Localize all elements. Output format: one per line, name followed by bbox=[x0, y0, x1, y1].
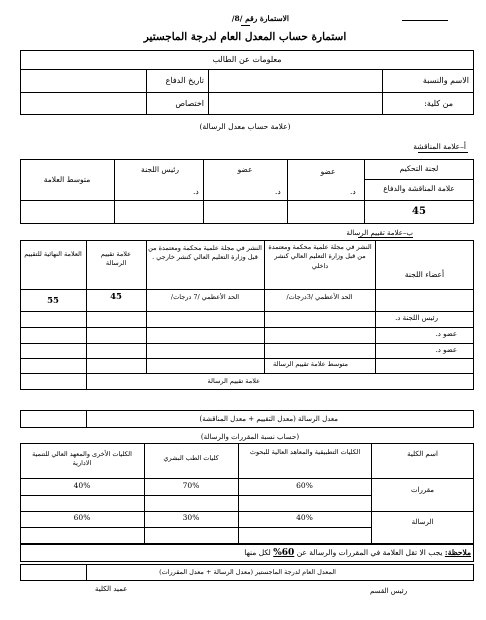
thesis-grade-title: (علامة حساب معدل الرسالة) bbox=[199, 122, 291, 131]
form-number: الاستمارة رقم /8/ bbox=[231, 14, 289, 23]
overall-average-label: المعدل العام لدرجة الماجستير (معدل الرسالة + معدل المقررات) bbox=[159, 568, 336, 576]
divider bbox=[20, 289, 474, 290]
note-label: ملاحظة: bbox=[444, 548, 471, 557]
external-max-label: الحد الأعظمي /7 درجات/ bbox=[170, 293, 240, 301]
divider bbox=[20, 527, 371, 528]
avg-eval-label: متوسط علامة تقييم الرسالة bbox=[273, 360, 348, 368]
divider bbox=[238, 443, 239, 544]
divider bbox=[20, 478, 474, 479]
row-member1: عضو د. bbox=[435, 330, 457, 338]
divider bbox=[86, 564, 87, 581]
row-chair: رئيس اللجنة د. bbox=[395, 314, 438, 322]
external-pub-label: النشر في مجلة علمية محكمة ومعتمدة من قبل وزارة التعليم العالي كنشر خارجي . bbox=[148, 244, 262, 262]
student-info-header: معلومات عن الطالب bbox=[212, 55, 282, 64]
chair-d: د. bbox=[193, 187, 199, 196]
member2-label: عضو bbox=[237, 165, 253, 174]
college-label: من كلية: bbox=[424, 99, 453, 108]
internal-pub-label: النشر في مجلة علمية محكمة ومعتمدة من قبل وزارة التعليم العالي كنشر داخلي bbox=[268, 243, 372, 270]
dean-label: عميد الكلية bbox=[95, 585, 128, 593]
courses-other: 40% bbox=[73, 481, 91, 490]
other-header: الكليات الأخرى والمعهد العالي للتنمية الادارية bbox=[32, 450, 132, 468]
divider bbox=[382, 69, 383, 115]
thesis-eval-header: علامة تقييم الرسالة bbox=[100, 250, 132, 268]
section-a-title: أ–علامة المناقشة bbox=[413, 142, 466, 151]
divider bbox=[20, 200, 474, 201]
medical-header: كليات الطب البشري bbox=[163, 454, 219, 462]
divider bbox=[146, 69, 147, 115]
divider bbox=[20, 343, 474, 344]
final-eval-value: 55 bbox=[47, 296, 59, 306]
note-percent: 60% bbox=[273, 548, 295, 558]
discussion-score: 45 bbox=[412, 206, 426, 217]
college-name-header: اسم الكلية bbox=[407, 450, 438, 458]
divider bbox=[86, 240, 87, 390]
divider bbox=[20, 373, 474, 374]
courses-applied: 60% bbox=[296, 481, 313, 490]
member1-label: عضو bbox=[320, 167, 336, 176]
internal-max-label: الحد الأعظمي /3درجات/ bbox=[286, 293, 353, 301]
divider bbox=[20, 69, 474, 70]
divider bbox=[287, 159, 288, 224]
name-label: الاسم والنسبة bbox=[422, 76, 469, 85]
divider bbox=[20, 92, 474, 93]
divider bbox=[146, 240, 147, 373]
specialization-label: اختصاص bbox=[175, 99, 204, 108]
average-label: متوسط العلامة bbox=[43, 175, 91, 184]
section-b-underline bbox=[358, 237, 413, 238]
committee-label: لجنة التحكيم bbox=[399, 164, 439, 173]
divider bbox=[20, 511, 474, 512]
defense-date-label: تاريخ الدفاع bbox=[165, 76, 204, 85]
divider bbox=[364, 179, 474, 180]
section-a-underline bbox=[418, 152, 468, 153]
divider bbox=[20, 358, 474, 359]
divider bbox=[203, 159, 204, 224]
page-title: استمارة حساب المعدل العام لدرجة الماجستير bbox=[143, 31, 347, 43]
discussion-label: علامة المناقشة والدفاع bbox=[383, 184, 455, 193]
final-eval-header: العلامة النهائية للتقييم bbox=[24, 250, 82, 258]
thesis-label: الرسالة bbox=[411, 518, 434, 526]
note-line bbox=[244, 548, 471, 558]
applied-header: الكليات التطبيقية والمعاهد العالية للبحوث bbox=[249, 448, 361, 456]
thesis-eval-row-label: علامة تقييم الرسالة bbox=[207, 377, 260, 385]
divider bbox=[208, 69, 209, 115]
chair-label: رئيس اللجنة bbox=[141, 165, 179, 174]
member2-d: د. bbox=[275, 187, 281, 196]
thesis-average-label: معدل الرسالة (معدل التقييم + معدل المناقشة) bbox=[199, 415, 338, 423]
divider bbox=[86, 410, 87, 428]
department-head-label: رئيس القسم bbox=[370, 587, 408, 595]
divider bbox=[114, 159, 115, 224]
percentages-title: (حساب نسبة المقررات والرسالة) bbox=[200, 433, 300, 441]
section-b-title: ب–علامة تقييم الرسالة bbox=[346, 229, 413, 237]
divider bbox=[20, 327, 474, 328]
form-number-underline bbox=[241, 25, 250, 26]
thesis-other: 60% bbox=[73, 513, 91, 522]
header-line bbox=[402, 20, 448, 21]
row-member2: عضو د. bbox=[435, 346, 457, 354]
thesis-applied: 40% bbox=[296, 513, 313, 522]
divider bbox=[264, 240, 265, 373]
note-text: يجب الا تقل العلامة في المقررات والرسالة عن bbox=[296, 548, 443, 557]
divider bbox=[375, 240, 376, 373]
members-header: أعضاء اللجنة bbox=[404, 270, 445, 279]
note-tail: لكل منها bbox=[244, 548, 271, 557]
thesis-eval-value: 45 bbox=[110, 292, 122, 302]
thesis-medical: 30% bbox=[182, 513, 200, 522]
divider bbox=[20, 311, 474, 312]
courses-label: مقررات bbox=[410, 486, 435, 494]
courses-medical: 70% bbox=[182, 481, 200, 490]
member1-d: د. bbox=[350, 187, 356, 196]
divider bbox=[20, 495, 371, 496]
